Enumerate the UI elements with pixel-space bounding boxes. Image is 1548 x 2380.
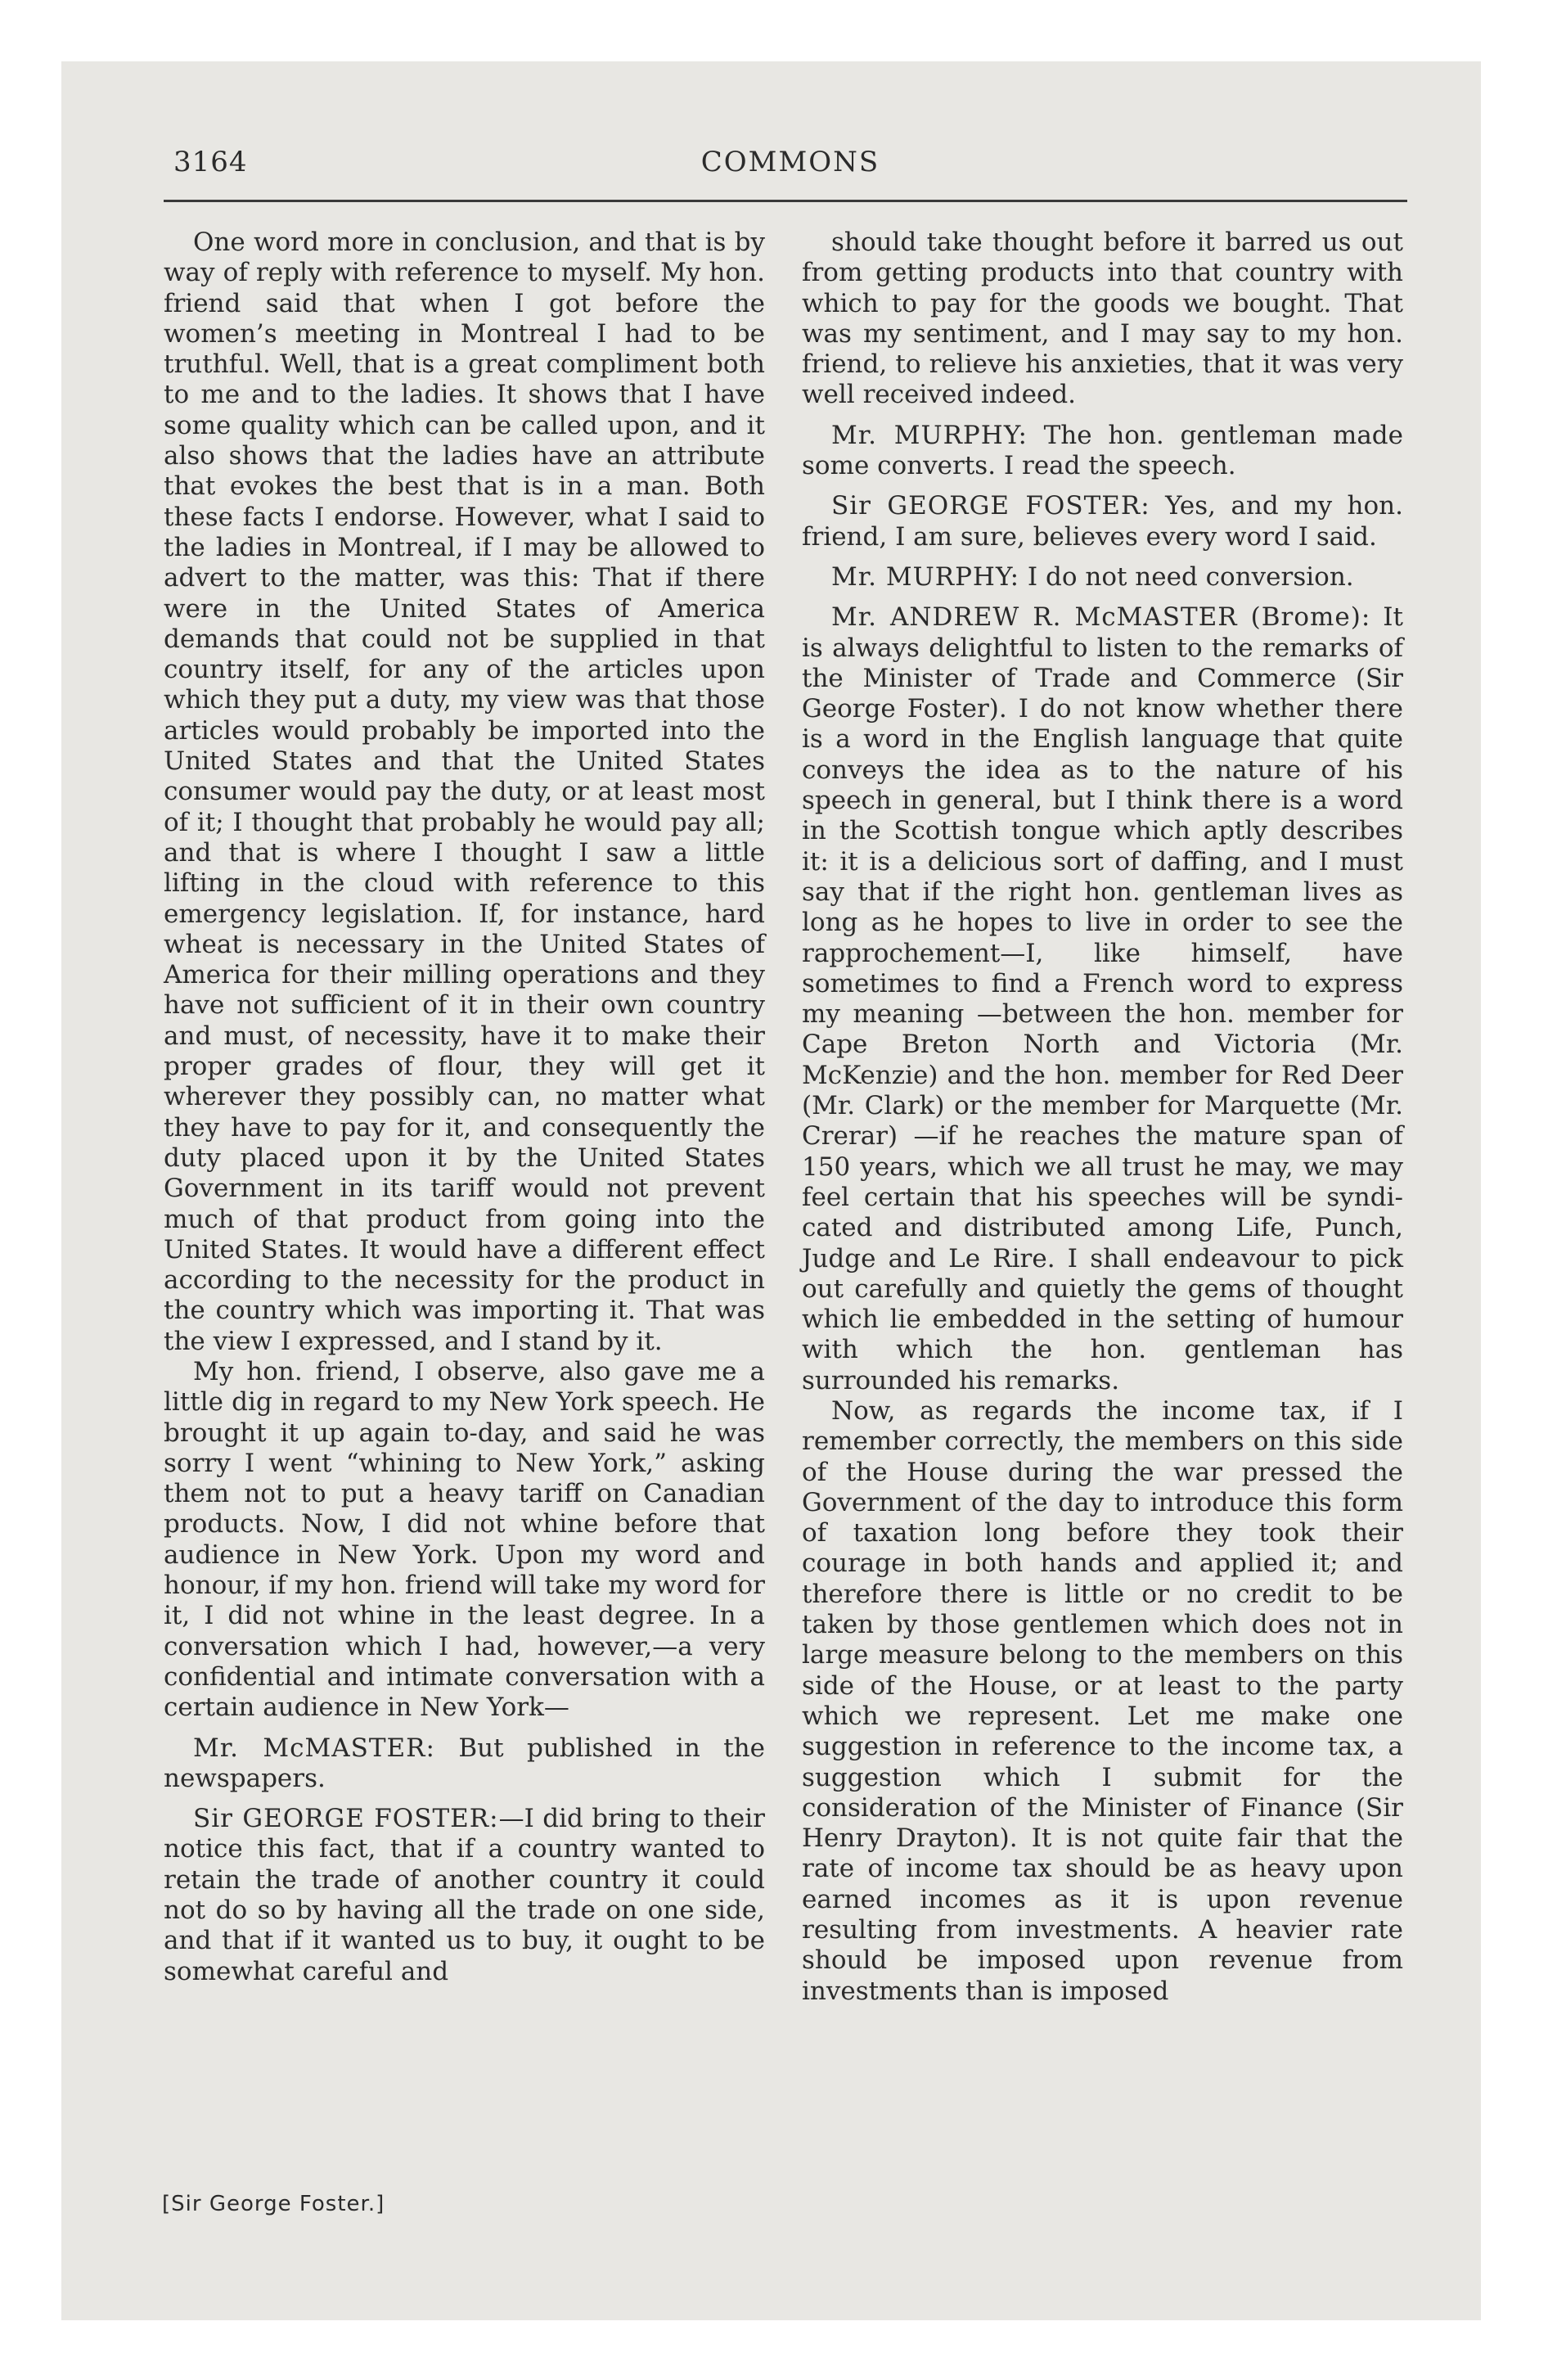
speaker-name: Mr. McMASTER: (193, 1733, 435, 1763)
speaker-name: Mr. MURPHY: (831, 420, 1028, 450)
page-header (173, 146, 1407, 178)
speech-paragraph (164, 1733, 765, 1795)
right-column (802, 228, 1403, 2007)
speaker-footnote: [Sir George Foster.] (162, 2192, 385, 2216)
speaker-name: Sir GEORGE FOSTER: (831, 491, 1150, 521)
speaker-name: Mr. MURPHY: (831, 561, 1020, 592)
running-title: COMMONS (700, 146, 880, 178)
speaker-name: Sir GEORGE FOSTER: (193, 1804, 499, 1834)
speech-text: —I did bring to their notice this fact, that if a country wanted to retain the trade of another country it could not do so by having all the trade on one side, and that if it wanted us to buy, it ought to be somewhat careful and (164, 1804, 765, 1986)
paragraph: My hon. friend, I observe, also gave me a little dig in regard to my New York speech. He brought it up again to-day, and said he was sorry I went “whining to New York,” asking them not to put a heavy tariff on Canadian products. Now, I did not whine before that audience in New York. Upon my word and honour, if my hon. friend will take my word for it, I did not whine in the least degree. In a conversation which I had, however,—a very confidential and intimate conversation with a certain audience in New York— (164, 1356, 765, 1723)
speech-text: Yes, and my hon. friend, I am sure, believes every word I said. (802, 491, 1403, 552)
speech-text: But published in the newspapers. (164, 1733, 765, 1793)
speech-text: It is always delightful to listen to the remarks of the Minister of Trade and Commerce (Sir George Foster). I do not know whether there is a word in the English language that quite conveys the idea as to the nature of his speech in general, but I think there is a word in the Scottish tongue which aptly describes it: it is a delicious sort of daffing, and I must say that if the right hon. gentleman lives as long as he hopes to live in order to see the rapprochement—I, like himself, have sometimes to find a French word to express my meaning —between the hon. member for Cape Breton North and Victoria (Mr. McKenzie) and the hon. member for Red Deer (Mr. Clark) or the member for Marquette (Mr. Crerar) —if he reaches the mature span of 150 years, which we all trust he may, we may feel certain that his speeches will be syndicated and distributed among Life, Punch, Judge and Le Rire. I shall endeavour to pick out carefully and quietly the gems of thought which lie embedded in the setting of humour with which the hon. gentleman has surrounded his remarks. (802, 602, 1403, 1395)
speech-paragraph (802, 421, 1403, 482)
header-rule (164, 200, 1407, 202)
paragraph: One word more in conclusion, and that is by way of reply with reference to myself. My hon. friend said that when I got before the women’s meeting in Montreal I had to be truthful. Well, that is a great compliment both to me and to the ladies. It shows that I have some quality which can be called upon, and it also shows that the ladies have an attribute that evokes the best that is in a man. Both these facts I endorse. However, what I said to the ladies in Montreal, if I may be allowed to advert to the matter, was this: That if there were in the United States of America demands that could not be supplied in that country itself, for any of the articles upon which they put a duty, my view was that those articles would probably be imported into the United States and that the United States consumer would pay the duty, or at least most of it; I thought that probably he would pay all; and that is where I thought I saw a little lifting in the cloud with reference to this emergency legislation. If, for instance, hard wheat is necessary in the United States of America for their milling operations and they have not sufficient of it in their own country and must, of necessity, have it to make their proper grades of flour, they will get it wherever they possibly can, no matter what they have to pay for it, and consequently the duty placed upon it by the United States Government in its tariff would not prevent much of that product from going into the United States. It would have a different effect according to the necessity for the product in the country which was importing it. That was the view I expressed, and I stand by it. (164, 228, 765, 1356)
paragraph: Now, as regards the income tax, if I remember correctly, the members on this side of the House during the war pressed the Government of the day to introduce this form of taxation long before they took their courage in both hands and applied it; and therefore there is little or no credit to be taken by those gentlemen which does not in large measure belong to the members on this side of the House, or at least to the party which we represent. Let me make one suggestion in reference to the income tax, a suggestion which I submit for the consideration of the Minister of Finance (Sir Henry Drayton). It is not quite fair that the rate of income tax should be as heavy upon earned incomes as it is upon revenue resulting from investments. A heavier rate should be imposed upon revenue from investments than is imposed (802, 1395, 1403, 2006)
speech-paragraph (802, 491, 1403, 552)
speech-paragraph (164, 1804, 765, 1987)
speech-paragraph (802, 562, 1403, 593)
speech-text: I do not need conversion. (1027, 561, 1354, 592)
speaker-name: Mr. ANDREW R. McMASTER (Brome): (831, 602, 1371, 633)
speech-paragraph (802, 602, 1403, 1396)
left-column (164, 228, 765, 1987)
paragraph: should take thought before it barred us out from getting products into that country with which to pay for the goods we bought. That was my sentiment, and I may say to my hon. friend, to relieve his anxieties, that it was very well received indeed. (802, 228, 1403, 410)
speech-text: The hon. gentleman made some converts. I read the speech. (802, 420, 1403, 481)
page-number: 3164 (173, 146, 248, 178)
